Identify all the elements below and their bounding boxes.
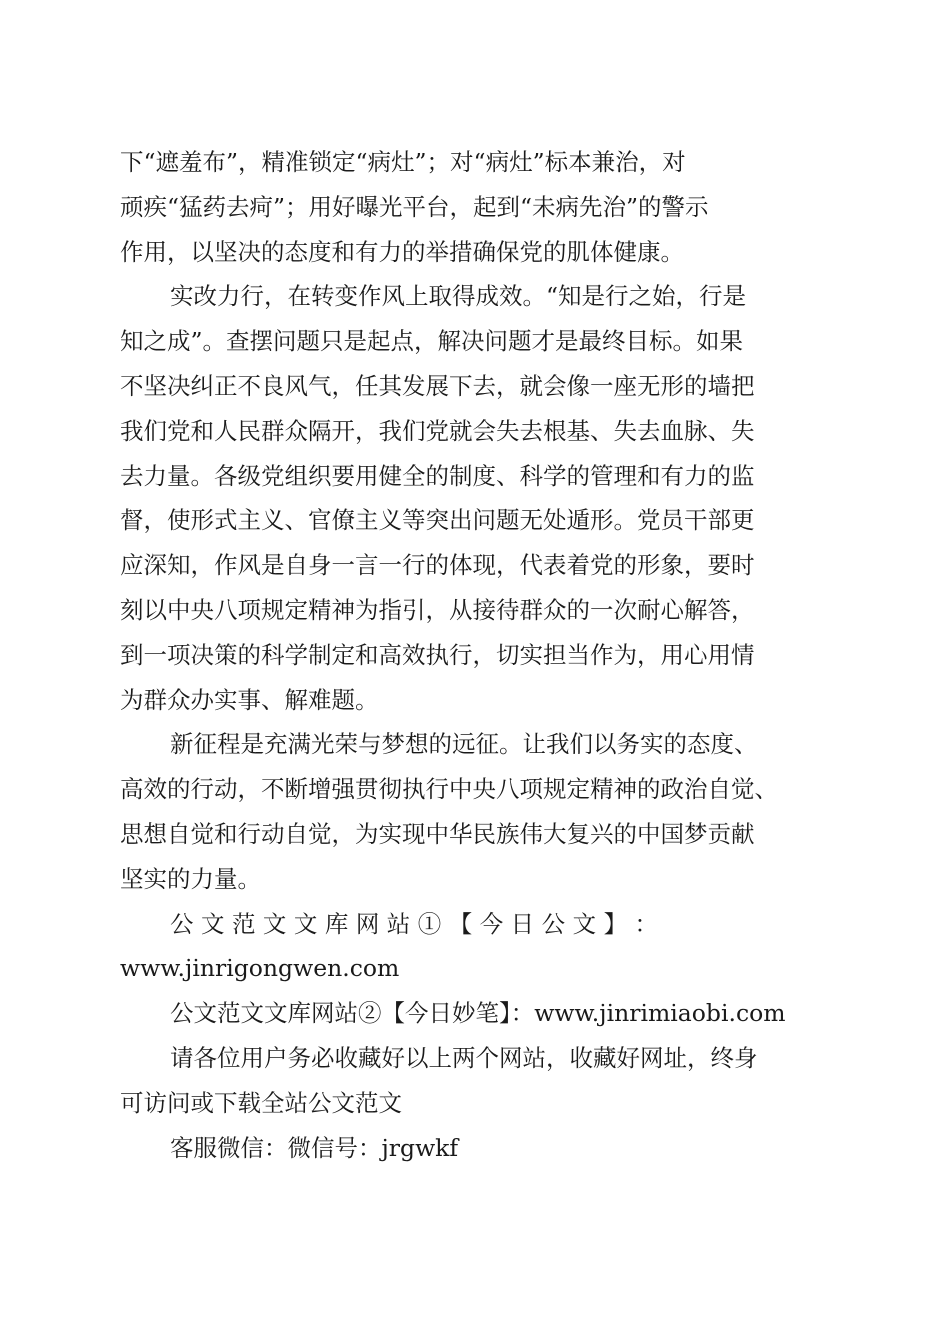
paragraph-2-line-9: 到一项决策的科学制定和高效执行，切实担当作为，用心用情	[120, 640, 755, 669]
paragraph-2-line-2: 知之成”。查摆问题只是起点，解决问题才是最终目标。如果	[120, 327, 744, 356]
paragraph-2-line-1: 实改力行，在转变作风上取得成效。“知是行之始，行是	[170, 282, 747, 311]
paragraph-2-line-8: 刻以中央八项规定精神为指引，从接待群众的一次耐心解答，	[120, 595, 755, 624]
paragraph-3	[120, 722, 830, 901]
paragraph-2	[120, 274, 830, 722]
paragraph-3-line-3: 思想自觉和行动自觉，为实现中华民族伟大复兴的中国梦贡献	[120, 819, 755, 848]
paragraph-2-line-7: 应深知，作风是自身一言一行的体现，代表着党的形象，要时	[120, 551, 755, 580]
paragraph-3-line-4: 坚实的力量。	[120, 864, 261, 893]
paragraph-2-line-3: 不坚决纠正不良风气，任其发展下去，就会像一座无形的墙把	[120, 371, 755, 400]
notice-line-2: 可访问或下载全站公文范文	[120, 1088, 402, 1117]
notice-line-1: 请各位用户务必收藏好以上两个网站，收藏好网址，终身	[170, 1043, 758, 1072]
document-body	[120, 140, 830, 1170]
site2-line[interactable]: 公文范文文库网站②【今日妙笔】：www.jinrimiaobi.com	[170, 999, 786, 1028]
service-wechat-line: 客服微信：微信号：jrgwkf	[170, 1133, 459, 1162]
paragraph-2-line-4: 我们党和人民群众隔开，我们党就会失去根基、失去血脉、失	[120, 416, 755, 445]
paragraph-1-line-2: 顽疾“猛药去疴”；用好曝光平台，起到“未病先治”的警示	[120, 192, 709, 221]
site1-label: 公 文 范 文 文 库 网 站 ① 【 今 日 公 文 】 ：	[170, 909, 659, 938]
paragraph-2-line-6: 督，使形式主义、官僚主义等突出问题无处遁形。党员干部更	[120, 506, 755, 535]
paragraph-1-line-1: 下“遮羞布”，精准锁定“病灶”；对“病灶”标本兼治，对	[120, 148, 686, 176]
footer-notice	[120, 902, 830, 1171]
paragraph-2-line-10: 为群众办实事、解难题。	[120, 685, 379, 714]
paragraph-3-line-2: 高效的行动，不断增强贯彻执行中央八项规定精神的政治自觉、	[120, 775, 778, 804]
site1-url[interactable]: www.jinrigongwen.com	[120, 954, 400, 983]
paragraph-1-line-3: 作用，以坚决的态度和有力的举措确保党的肌体健康。	[120, 237, 684, 266]
paragraph-3-line-1: 新征程是充满光荣与梦想的远征。让我们以务实的态度、	[170, 730, 758, 759]
paragraph-1	[120, 140, 830, 274]
paragraph-2-line-5: 去力量。各级党组织要用健全的制度、科学的管理和有力的监	[120, 461, 755, 490]
